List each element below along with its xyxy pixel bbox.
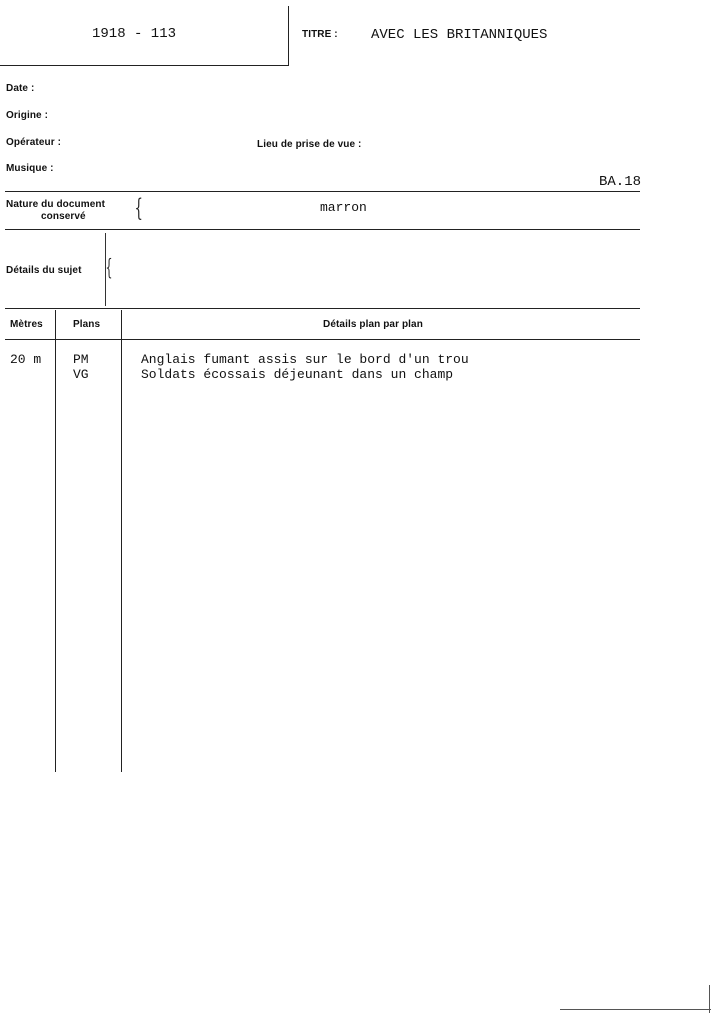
- lieu-label: Lieu de prise de vue :: [257, 139, 362, 150]
- nature-label-line1: Nature du document: [6, 199, 106, 210]
- header-box-right-border: [288, 6, 289, 66]
- reference-number: 1918 - 113: [92, 26, 177, 42]
- divider-fields: [5, 191, 640, 192]
- row-plan: PM: [73, 352, 89, 367]
- column-header-plans: Plans: [73, 319, 101, 330]
- nature-brace: {: [134, 194, 143, 222]
- column-header-details: Détails plan par plan: [323, 319, 423, 330]
- divider-nature: [5, 229, 640, 230]
- scan-edge-bottom: [560, 1009, 711, 1010]
- header-box-bottom-border: [0, 65, 289, 66]
- table-row: [0, 352, 640, 368]
- document-code: BA.18: [599, 174, 642, 190]
- title-label: TITRE :: [302, 29, 338, 40]
- scan-edge-right: [709, 985, 710, 1013]
- date-label: Date :: [6, 83, 35, 94]
- row-detail: Soldats écossais déjeunant dans un champ: [141, 367, 454, 382]
- musique-label: Musique :: [6, 163, 54, 174]
- nature-label-line2: conservé: [41, 211, 86, 222]
- column-header-metres: Mètres: [10, 319, 43, 330]
- operateur-label: Opérateur :: [6, 137, 62, 148]
- divider-sujet: [5, 308, 640, 309]
- nature-value: marron: [320, 200, 367, 215]
- row-metres: 20 m: [10, 352, 42, 367]
- sujet-brace: {: [105, 256, 113, 281]
- row-detail: Anglais fumant assis sur le bord d'un trou: [141, 352, 469, 367]
- divider-table-header: [5, 339, 640, 340]
- table-row: [0, 367, 640, 383]
- title-value: AVEC LES BRITANNIQUES: [371, 27, 548, 43]
- sujet-label: Détails du sujet: [6, 265, 82, 276]
- row-plan: VG: [73, 367, 89, 382]
- origine-label: Origine :: [6, 110, 49, 121]
